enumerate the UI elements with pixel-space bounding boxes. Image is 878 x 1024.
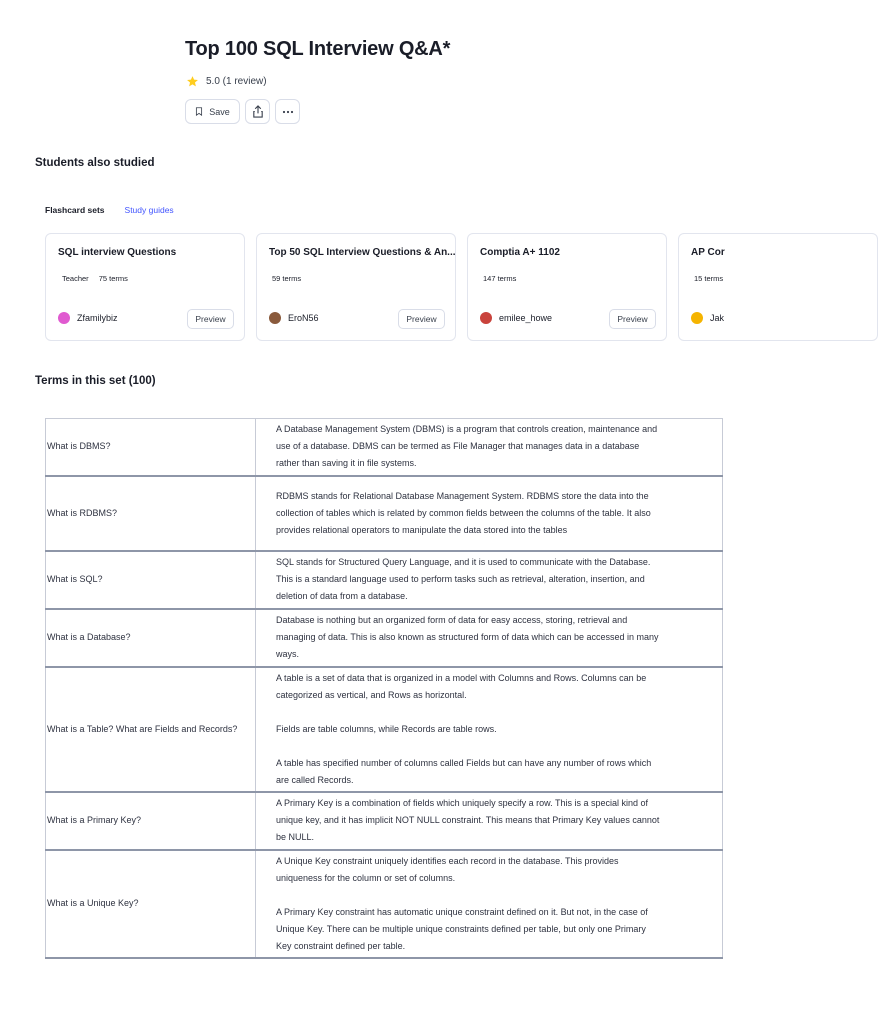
card-author[interactable] <box>269 312 319 324</box>
term-cell: What is RDBMS? <box>46 476 256 551</box>
definition-cell <box>256 551 723 609</box>
table-row <box>46 476 723 551</box>
tab-study-guides[interactable]: Study guides <box>124 205 174 215</box>
avatar <box>269 312 281 324</box>
tab-flashcard-sets[interactable]: Flashcard sets <box>45 205 105 215</box>
card-author[interactable] <box>480 312 552 324</box>
author-name: emilee_howe <box>499 313 553 323</box>
definition-text: A table has specified number of columns called Fields but can have any number of rows which are called Records. <box>276 757 652 785</box>
definition-cell <box>256 419 723 476</box>
set-card[interactable] <box>45 233 245 341</box>
term-cell: What is DBMS? <box>46 419 256 476</box>
save-label: Save <box>209 106 230 117</box>
card-meta <box>272 274 301 283</box>
definition-cell <box>256 792 723 850</box>
definition-text: A table is a set of data that is organized in a model with Columns and Rows. Columns can be categorized as vertical, and Rows as horizontal. <box>276 672 647 700</box>
term-count: 59 terms <box>272 274 302 283</box>
card-title[interactable]: Top 50 SQL Interview Questions & An... <box>269 247 456 258</box>
table-row <box>46 609 723 667</box>
table-row <box>46 792 723 850</box>
table-row <box>46 850 723 958</box>
definition-text: A Unique Key constraint uniquely identifies each record in the database. This provides uniqueness for the column or set of columns. <box>276 855 619 883</box>
terms-heading: Terms in this set (100) <box>35 375 156 387</box>
author-name: EroN56 <box>288 313 319 323</box>
share-button[interactable] <box>245 99 270 124</box>
card-meta <box>483 274 516 283</box>
star-icon <box>186 75 199 88</box>
share-icon <box>252 105 264 118</box>
table-row <box>46 667 723 792</box>
set-card[interactable] <box>256 233 456 341</box>
card-title[interactable]: AP Cor <box>691 247 725 258</box>
term-cell: What is a Primary Key? <box>46 792 256 850</box>
table-row <box>46 419 723 476</box>
more-icon <box>282 110 294 114</box>
set-card[interactable] <box>678 233 878 341</box>
definition-text: A Primary Key is a combination of fields which uniquely specify a row. This is a special kind of unique key, and it has implicit NOT NULL constraint. This means that Primary Key values cannot be NULL. <box>276 798 660 842</box>
term-cell: What is a Database? <box>46 609 256 667</box>
card-title[interactable]: Comptia A+ 1102 <box>480 247 560 258</box>
term-count: 147 terms <box>483 274 517 283</box>
term-count: 75 terms <box>98 274 128 283</box>
card-author[interactable] <box>58 312 118 324</box>
term-cell: What is a Table? What are Fields and Records? <box>46 667 256 792</box>
page-title: Top 100 SQL Interview Q&A* <box>185 38 451 60</box>
definition-text: Fields are table columns, while Records are table rows. <box>276 723 497 734</box>
students-also-studied-heading: Students also studied <box>35 157 155 169</box>
author-name: Jak <box>710 313 725 323</box>
card-title[interactable]: SQL interview Questions <box>58 247 177 258</box>
rating[interactable] <box>186 75 267 88</box>
definition-text: A Database Management System (DBMS) is a program that controls creation, maintenance and use of a database. DBMS can be termed as File Manager that manages data in a database rather than saving it in file systems. <box>276 424 658 469</box>
teacher-badge: Teacher <box>62 274 89 283</box>
preview-button[interactable]: Preview <box>609 309 656 329</box>
bookmark-icon <box>195 107 203 116</box>
study-tabs <box>45 205 174 215</box>
definition-cell <box>256 667 723 792</box>
save-button[interactable] <box>185 99 240 124</box>
preview-button[interactable]: Preview <box>398 309 445 329</box>
term-cell: What is a Unique Key? <box>46 850 256 958</box>
set-card[interactable] <box>467 233 667 341</box>
card-meta <box>694 274 723 283</box>
term-count: 15 terms <box>694 274 724 283</box>
avatar <box>480 312 492 324</box>
card-meta <box>62 274 128 283</box>
definition-cell <box>256 850 723 958</box>
related-sets-carousel <box>45 233 725 343</box>
definition-text: RDBMS stands for Relational Database Management System. RDBMS store the data into the collection of tables which is related by common fields between the columns of the table. It also provides relational operators to manipulate the data stored into the tables <box>276 490 651 535</box>
preview-button[interactable]: Preview <box>187 309 234 329</box>
definition-text: A Primary Key constraint has automatic unique constraint defined on it. But not, in the case of Unique Key. There can be multiple unique constraints defined per table, but only one Primary Key constraint defined per table. <box>276 906 648 951</box>
avatar <box>691 312 703 324</box>
definition-text: Database is nothing but an organized form of data for easy access, storing, retrieval and managing of data. This is also known as structured form of data which can be accessed in many ways. <box>276 615 659 659</box>
definition-text: SQL stands for Structured Query Language, and it is used to communicate with the Database. This is a standard language used to perform tasks such as retrieval, alteration, insertion, and deletion of data from a database. <box>276 557 651 601</box>
more-options-button[interactable] <box>275 99 300 124</box>
definition-cell <box>256 609 723 667</box>
table-row <box>46 551 723 609</box>
avatar <box>58 312 70 324</box>
author-name: Zfamilybiz <box>77 313 118 323</box>
term-cell: What is SQL? <box>46 551 256 609</box>
definition-cell <box>256 476 723 551</box>
set-actions <box>185 99 300 124</box>
rating-text: 5.0 (1 review) <box>206 76 267 87</box>
card-author[interactable] <box>691 312 724 324</box>
terms-table <box>45 418 723 959</box>
